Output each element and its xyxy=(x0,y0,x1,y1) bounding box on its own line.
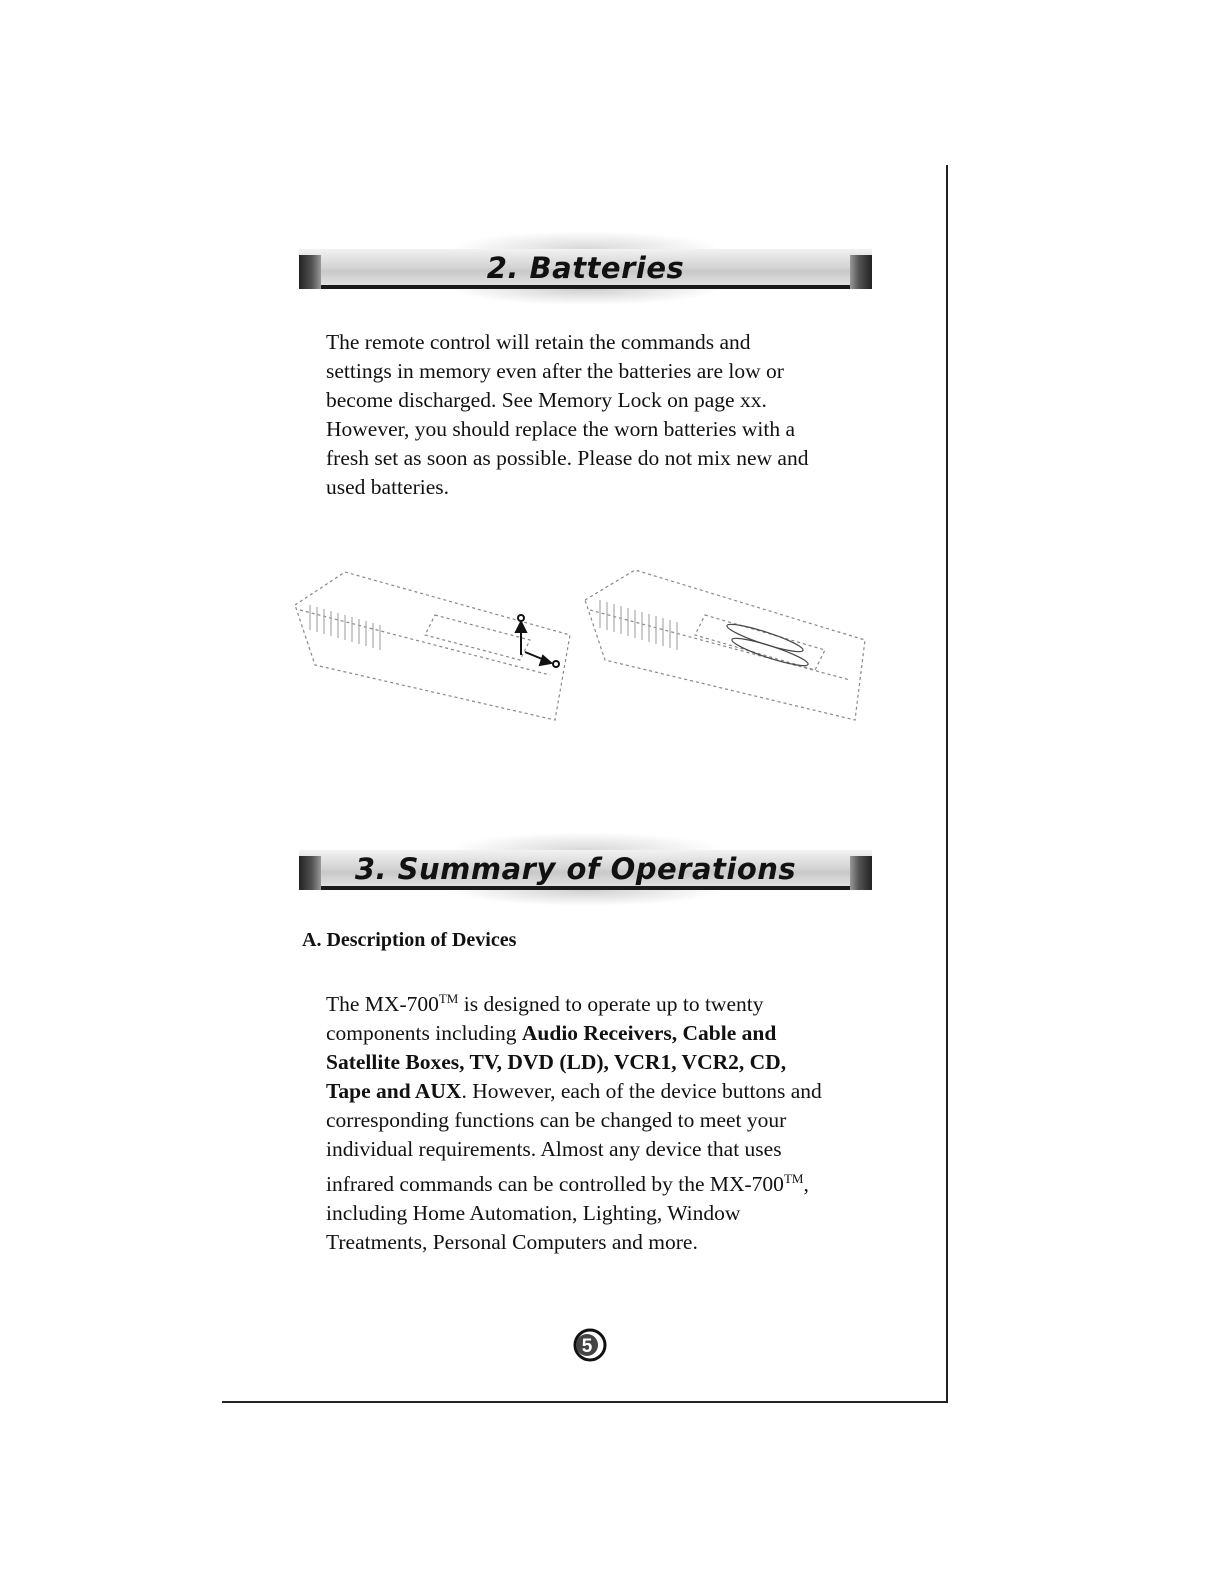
paragraph-line: corresponding functions can be changed to meet your xyxy=(326,1108,787,1133)
remote-battery-cover-removal-illustration xyxy=(295,572,570,720)
text-run: components including xyxy=(326,1021,522,1046)
paragraph-line xyxy=(326,1164,886,1199)
section-title-summary: 3. Summary of Operations xyxy=(354,852,797,886)
text-run: infrared commands can be controlled by the MX-700 xyxy=(326,1172,784,1197)
text-run: , xyxy=(803,1172,809,1197)
page-number: 5 xyxy=(581,1336,593,1357)
section-title-batteries: 2. Batteries xyxy=(486,251,685,285)
paragraph-line: individual requirements. Almost any device that uses xyxy=(326,1137,782,1162)
text-run: The MX-700 xyxy=(326,992,439,1017)
bold-run: Tape and AUX xyxy=(326,1079,462,1104)
paragraph-line: settings in memory even after the batteries are low or xyxy=(326,359,784,383)
paragraph-line xyxy=(326,1048,886,1077)
bold-run: Satellite Boxes, TV, DVD (LD), VCR1, VCR2, CD, xyxy=(326,1050,787,1075)
subheading-description-of-devices: A. Description of Devices xyxy=(302,929,517,951)
description-paragraph xyxy=(326,984,886,1257)
batteries-paragraph xyxy=(326,328,886,502)
paragraph-line: fresh set as soon as possible. Please do not mix new and xyxy=(326,446,809,470)
section-banner-batteries xyxy=(299,249,872,289)
banner-glow xyxy=(449,231,722,249)
paragraph-line: become discharged. See Memory Lock on page xx. xyxy=(326,388,767,412)
battery-illustrations xyxy=(285,560,885,730)
bold-run: Audio Receivers, Cable and xyxy=(521,1021,777,1046)
text-run: . However, each of the device buttons and xyxy=(461,1079,822,1104)
remote-battery-insertion-illustration xyxy=(585,570,865,720)
banner-glow xyxy=(449,832,722,850)
paragraph-line: Treatments, Personal Computers and more. xyxy=(326,1230,698,1255)
trademark-mark: TM xyxy=(438,991,459,1006)
section-banner-summary xyxy=(299,850,872,890)
page-number-badge xyxy=(573,1327,609,1363)
paragraph-line xyxy=(326,984,886,1019)
paragraph-line: However, you should replace the worn batteries with a xyxy=(326,417,796,441)
paragraph-line xyxy=(326,1019,886,1048)
banner-glow xyxy=(449,289,722,305)
banner-glow xyxy=(449,890,722,906)
trademark-mark: TM xyxy=(783,1171,804,1187)
arrow-icon xyxy=(516,615,559,667)
paragraph-line: used batteries. xyxy=(326,475,449,499)
page-frame-right-border xyxy=(946,165,948,1403)
paragraph-line xyxy=(326,1077,886,1106)
page-frame-bottom-border xyxy=(222,1401,948,1403)
paragraph-line: The remote control will retain the commands and xyxy=(326,330,751,354)
paragraph-line: including Home Automation, Lighting, Window xyxy=(326,1201,741,1226)
text-run: is designed to operate up to twenty xyxy=(458,992,764,1017)
